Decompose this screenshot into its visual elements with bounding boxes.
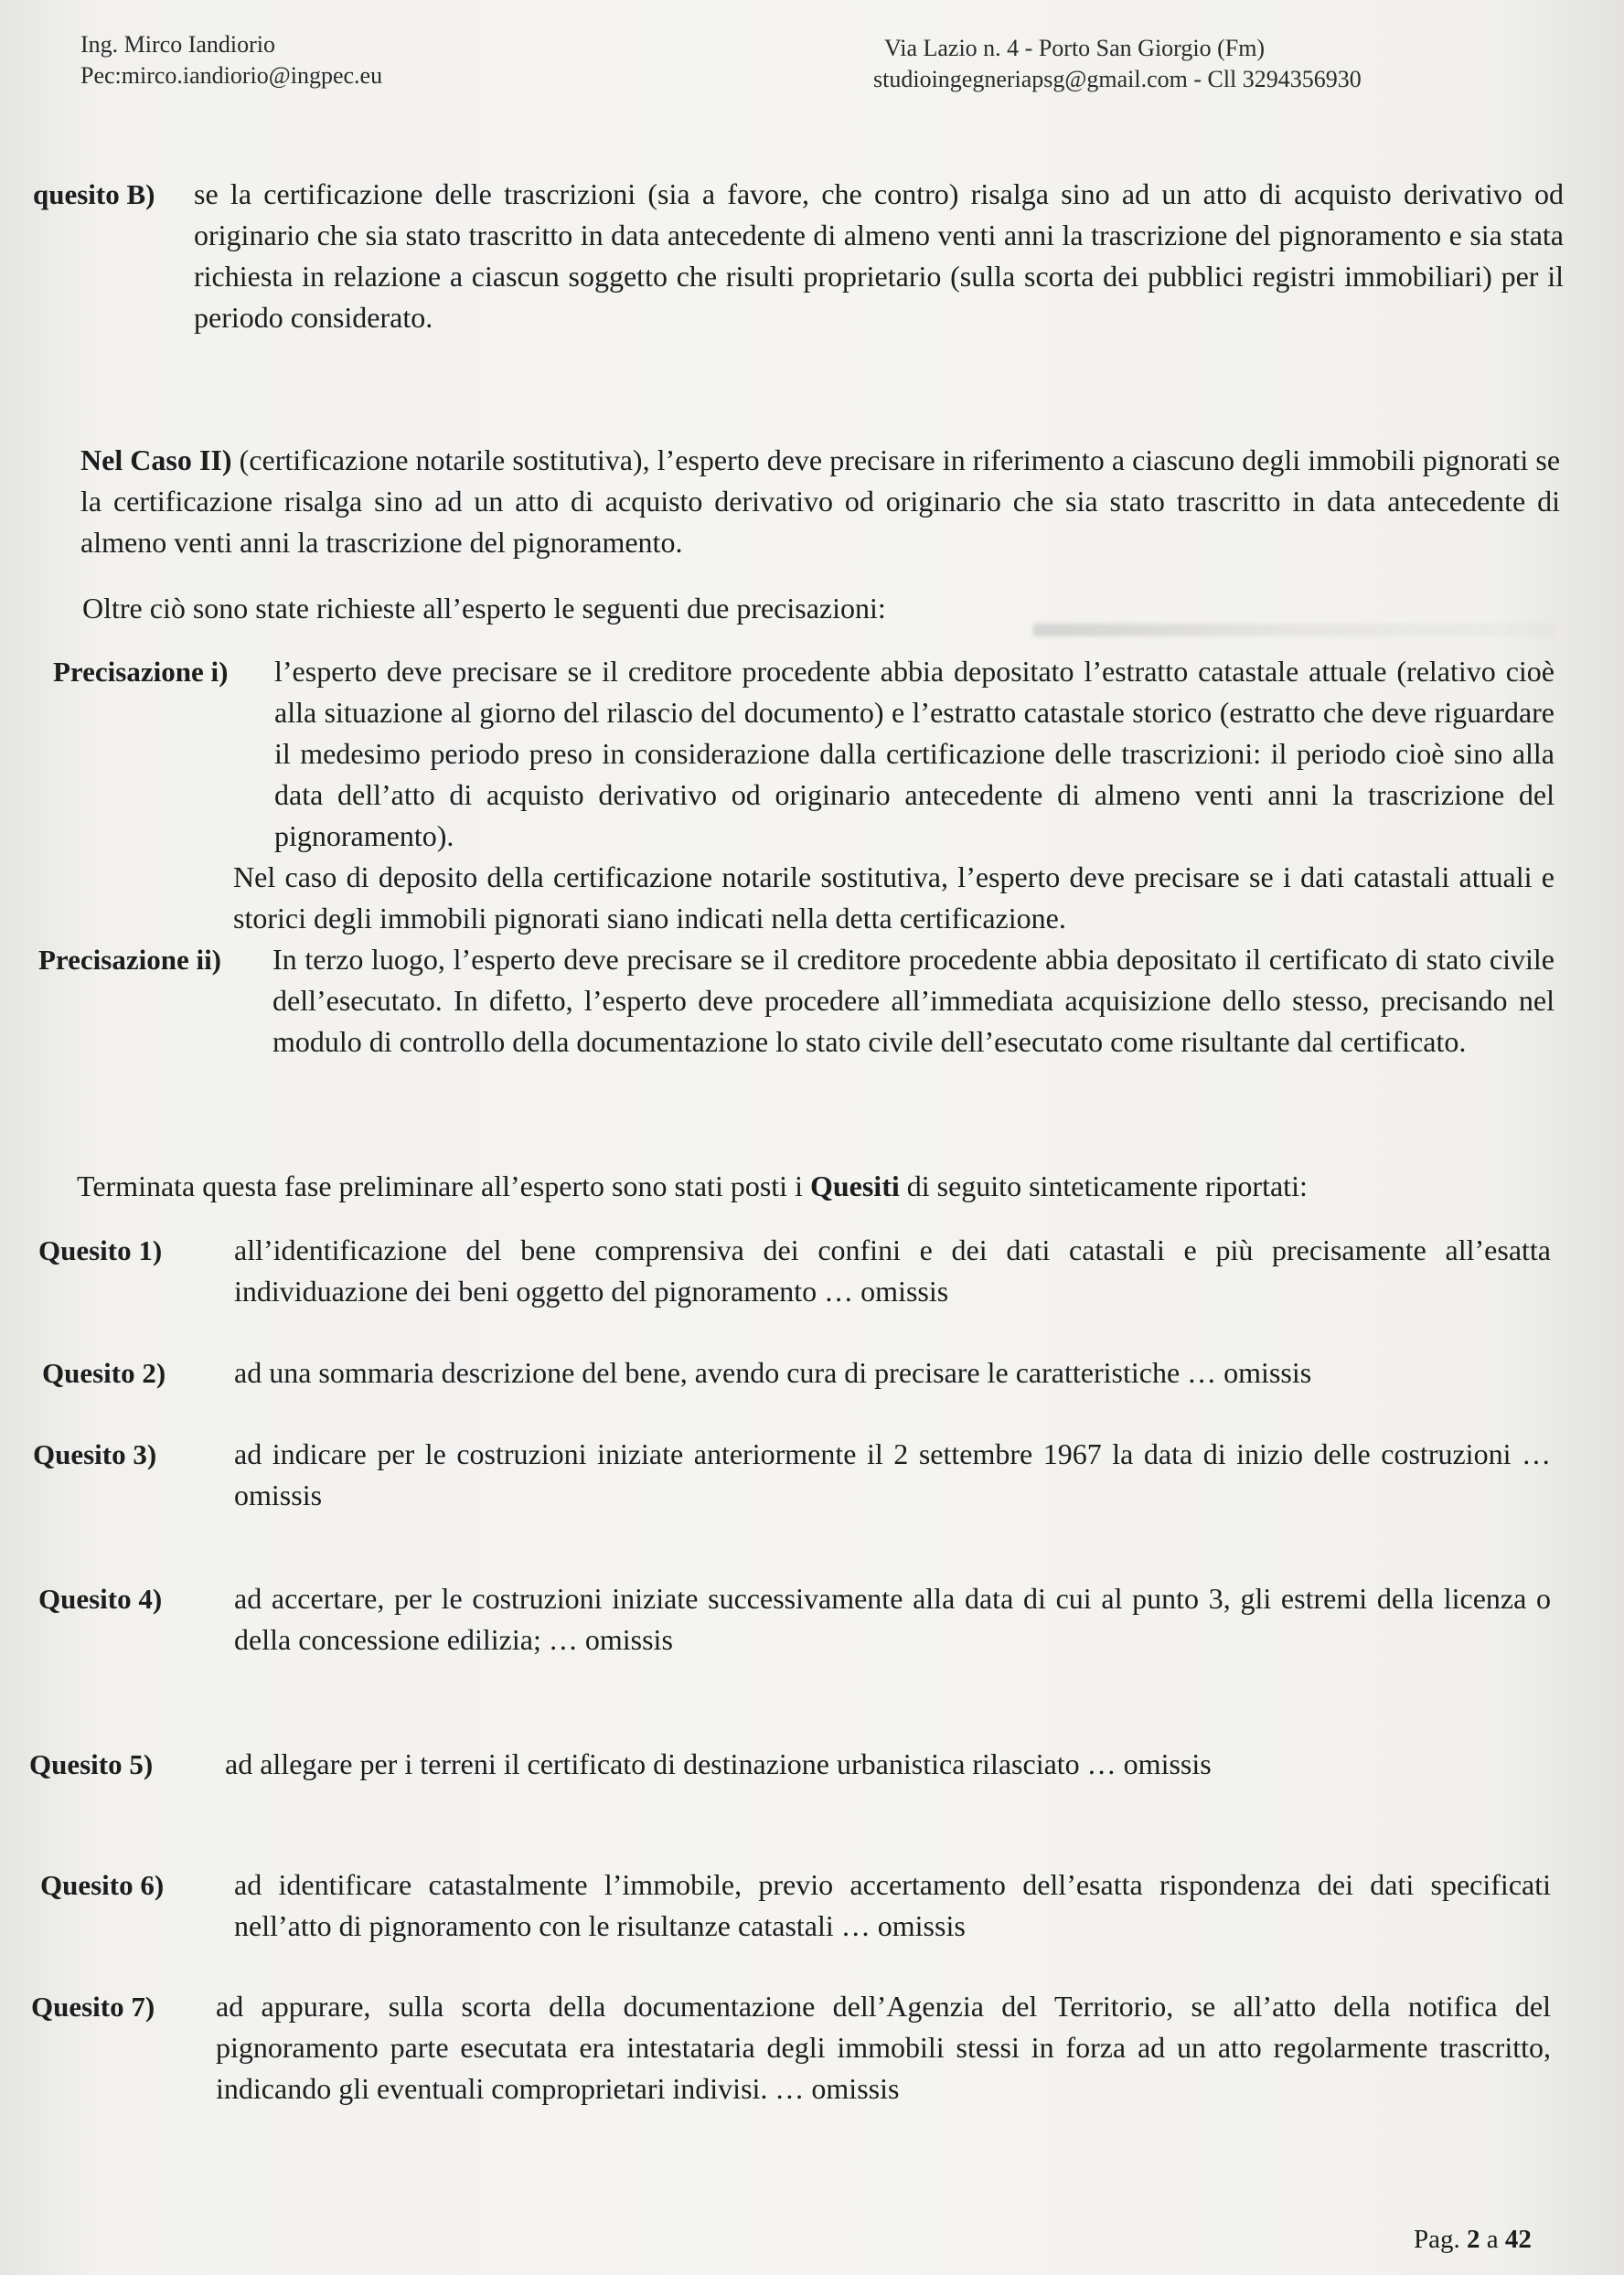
precisazione-i-label: Precisazione i) (53, 656, 229, 688)
header-left (80, 29, 382, 91)
author-name: Ing. Mirco Iandiorio (80, 31, 276, 58)
scan-smudge (1033, 624, 1555, 636)
quesiti-intro-bold: Quesiti (809, 1170, 900, 1202)
quesiti-intro-after: di seguito sinteticamente riportati: (899, 1170, 1308, 1202)
quesito-7-label: Quesito 7) (31, 1991, 155, 2023)
quesito-2-text: ad una sommaria descrizione del bene, avendo cura di precisare le caratteristiche … omissis (234, 1356, 1312, 1389)
quesito-5-text: ad allegare per i terreni il certificato di destinazione urbanistica rilasciato … omissis (225, 1747, 1212, 1780)
quesito-2-label: Quesito 2) (42, 1357, 166, 1389)
precisazione-ii-label: Precisazione ii) (38, 944, 222, 976)
header-right (873, 33, 1458, 95)
page-total: 42 (1504, 2225, 1532, 2254)
precisazione-ii-text: In terzo luogo, l’esperto deve precisare se il creditore procedente abbia depositato il certificato di stato civile dell’esecutato. In difetto, l’esperto deve procedere all’immediata acquisizione dello stesso, precisando nel modulo di controllo della documentazione lo stato civile dell’esecutato come risultante dal certificato. (272, 943, 1555, 1058)
office-contact: studioingegneriapsg@gmail.com - Cll 3294356930 (873, 66, 1362, 92)
quesito-5-label: Quesito 5) (29, 1748, 154, 1780)
quesito-4-label: Quesito 4) (38, 1583, 163, 1615)
caso-ii-paragraph (80, 440, 1560, 563)
caso-ii-label: Nel Caso II) (80, 443, 232, 476)
caso-ii-text: (certificazione notarile sostitutiva), l’esperto deve precisare in riferimento a ciascuno degli immobili pignorati se la certificazione risalga sino ad un atto di acquisto derivativo od originario che sia stato trascritto in data antecedente di almeno venti anni la trascrizione del pignoramento. (80, 443, 1561, 559)
precisazioni-intro: Oltre ciò sono state richieste all’esperto le seguenti due precisazioni: (82, 592, 886, 625)
quesito-4-text: ad accertare, per le costruzioni iniziate successivamente alla data di cui al punto 3, gli estremi della licenza o della concessione edilizia; … omissis (234, 1582, 1551, 1656)
quesito-b-label: quesito B) (33, 178, 155, 210)
page-number (1414, 2225, 1532, 2255)
quesito-b-text: se la certificazione delle trascrizioni (sia a favore, che contro) risalga sino ad un atto di acquisto derivativo od originario che sia stato trascritto in data antecedente di almeno venti anni la trascrizione del pignoramento e sia stata richiesta in relazione a ciascun soggetto che risulti proprietario (sulla scorta dei pubblici registri immobiliari) per il periodo considerato. (194, 177, 1564, 334)
author-pec: Pec:mirco.iandiorio@ingpec.eu (80, 62, 383, 89)
page-current: 2 (1467, 2225, 1480, 2254)
quesito-6-text: ad identificare catastalmente l’immobile, previo accertamento dell’esatta rispondenza dei dati specificati nell’atto di pignoramento con le risultanze catastali … omissis (234, 1868, 1551, 1942)
quesito-7-text: ad appurare, sulla scorta della documentazione dell’Agenzia del Territorio, se all’atto della notifica del pignoramento parte esecutata era intestataria degli immobili stessi in forza ad un atto regolarmente trascritto, indicando gli eventuali comproprietari indivisi. … omissis (216, 1990, 1551, 2105)
page-sep: a (1486, 2225, 1499, 2254)
precisazione-i-text: l’esperto deve precisare se il creditore procedente abbia depositato l’estratto catastale attuale (relativo cioè alla situazione al giorno del rilascio del documento) e l’estratto catastale storico (estratto che deve riguardare il medesimo periodo preso in considerazione dalla certificazione delle trascrizioni: il periodo cioè sino alla data dell’atto di acquisto derivativo od originario antecedente di almeno venti anni la trascrizione del pignoramento). (274, 655, 1555, 852)
quesito-3-text: ad indicare per le costruzioni iniziate anteriormente il 2 settembre 1967 la data di inizio delle costruzioni … omissis (234, 1437, 1551, 1511)
quesito-3-label: Quesito 3) (33, 1438, 157, 1470)
office-address: Via Lazio n. 4 - Porto San Giorgio (Fm) (884, 35, 1266, 61)
quesito-1-label: Quesito 1) (38, 1234, 163, 1266)
quesito-1-text: all’identificazione del bene comprensiva dei confini e dei dati catastali e più precisamente all’esatta individuazione dei beni oggetto del pignoramento … omissis (234, 1234, 1551, 1308)
quesiti-intro-before: Terminata questa fase preliminare all’esperto sono stati posti i (77, 1170, 810, 1202)
precisazione-i-note: Nel caso di deposito della certificazione notarile sostitutiva, l’esperto deve precisare se i dati catastali attuali e storici degli immobili pignorati siano indicati nella detta certificazione. (233, 860, 1555, 935)
quesito-6-label: Quesito 6) (40, 1869, 165, 1901)
quesiti-intro (77, 1166, 1576, 1207)
page-prefix: Pag. (1414, 2225, 1460, 2254)
